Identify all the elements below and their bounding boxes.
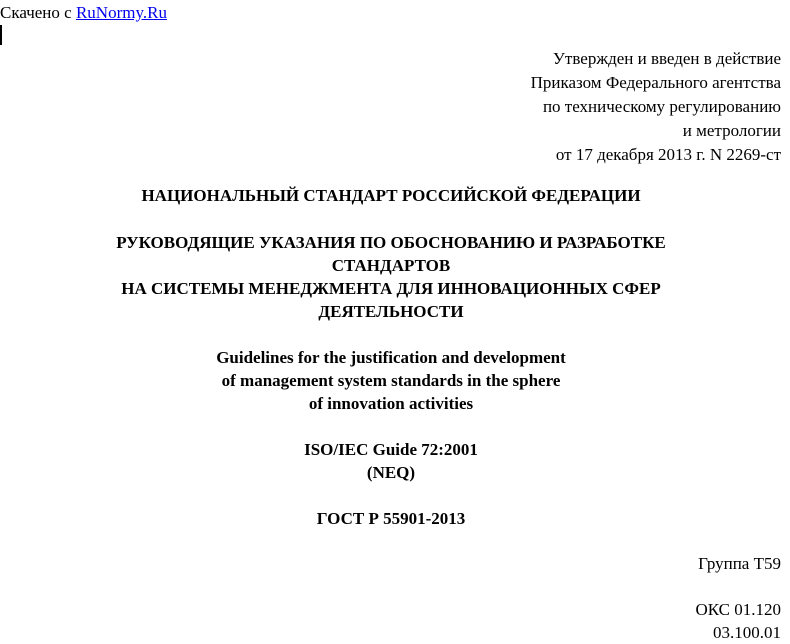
title-russian — [0, 231, 782, 323]
iso-reference-line: (NEQ) — [366, 463, 416, 482]
title-en-line: of innovation activities — [308, 394, 474, 413]
oks-line: 03.100.01 — [713, 623, 781, 642]
title-ru-line: НА СИСТЕМЫ МЕНЕДЖМЕНТА ДЛЯ ИННОВАЦИОННЫХ СФЕР — [121, 279, 661, 298]
title-ru-line: РУКОВОДЯЩИЕ УКАЗАНИЯ ПО ОБОСНОВАНИЮ И РАЗРАБОТКЕ — [116, 233, 666, 252]
national-standard-text: НАЦИОНАЛЬНЫЙ СТАНДАРТ РОССИЙСКОЙ ФЕДЕРАЦИИ — [141, 186, 641, 205]
approval-line: и метрологии — [682, 121, 781, 140]
national-standard-heading — [0, 184, 782, 207]
title-ru-line: СТАНДАРТОВ — [331, 256, 451, 275]
group-code: Группа Т59 — [698, 554, 781, 573]
oks-codes — [695, 598, 781, 644]
text-cursor — [0, 25, 2, 45]
source-prefix: Скачено с — [0, 3, 76, 22]
approval-block — [531, 47, 781, 167]
oks-line: ОКС 01.120 — [695, 600, 781, 619]
title-english — [0, 346, 782, 415]
title-en-line: of management system standards in the sphere — [221, 371, 561, 390]
gost-number-text: ГОСТ Р 55901-2013 — [316, 509, 466, 528]
gost-number — [0, 507, 782, 530]
source-line — [0, 3, 167, 23]
source-link[interactable]: RuNormy.Ru — [75, 3, 167, 22]
approval-line: от 17 декабря 2013 г. N 2269-ст — [555, 145, 781, 164]
iso-reference-line: ISO/IEC Guide 72:2001 — [304, 440, 478, 459]
iso-reference — [0, 438, 782, 484]
title-en-line: Guidelines for the justification and development — [216, 348, 566, 367]
approval-line: по техническому регулированию — [542, 97, 781, 116]
approval-line: Утвержден и введен в действие — [552, 49, 781, 68]
approval-line: Приказом Федерального агентства — [530, 73, 781, 92]
title-ru-line: ДЕЯТЕЛЬНОСТИ — [318, 302, 464, 321]
